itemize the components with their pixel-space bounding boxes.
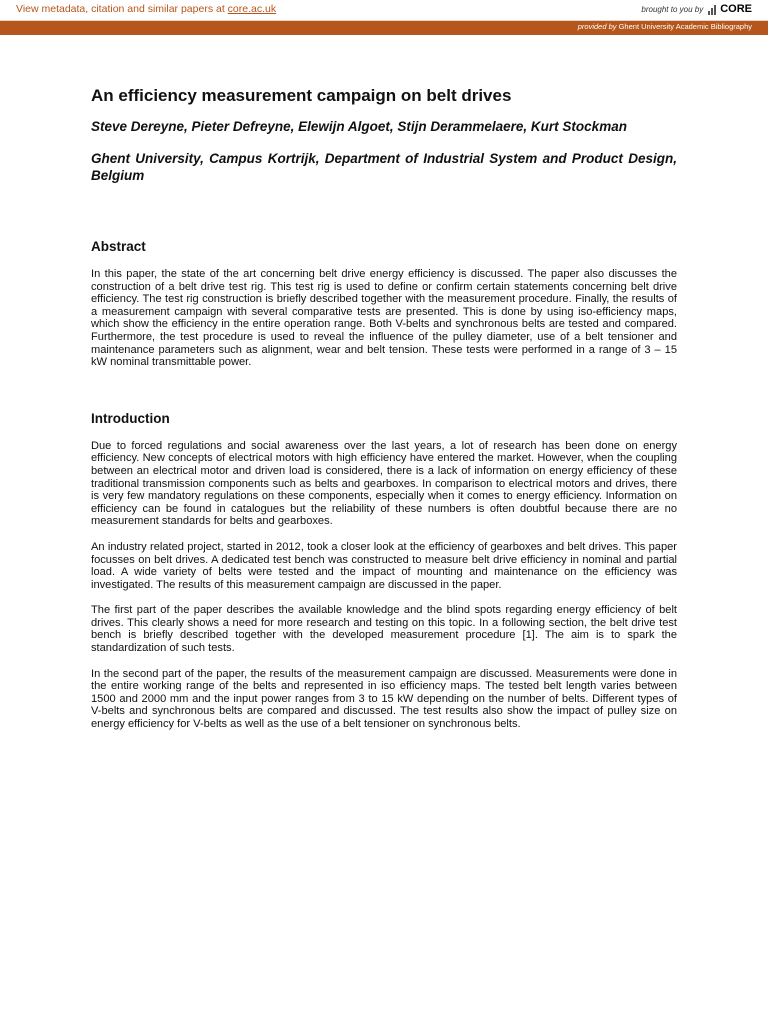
- provided-by-label: provided by: [577, 22, 617, 31]
- provided-by-banner: [0, 21, 768, 35]
- brought-by-text: brought to you by: [641, 4, 704, 14]
- intro-paragraph-3: The first part of the paper describes the available knowledge and the blind spots regarding energy efficiency of belt drives. This clearly shows a need for more research and testing on this topic. In a following section, the belt drive test bench is briefly described together with the developed measurement procedure [1]. The aim is to spark the standardization of such tests.: [91, 604, 677, 655]
- author-list: Steve Dereyne, Pieter Defreyne, Elewijn Algoet, Stijn Derammelaere, Kurt Stockman: [91, 119, 627, 134]
- intro-paragraph-4: In the second part of the paper, the results of the measurement campaign are discussed. Measurements were done in the entire working range of the belts and represented in iso efficiency maps. The tested belt length varies between 1500 and 2000 mm and the input power ranges from 3 to 15 kW depending on the number of belts. Different types of V-belts and synchronous belts are compared and discussed. The test results also show the impact of pulley size on energy efficiency for V-belts as well as the use of a belt tensioner on synchronous belts.: [91, 667, 677, 731]
- brought-by: [641, 3, 752, 15]
- core-logo-text[interactable]: CORE: [720, 3, 752, 15]
- paper-title: An efficiency measurement campaign on belt drives: [91, 86, 512, 105]
- metadata-link-line: [16, 3, 276, 15]
- provider-name: Ghent University Academic Bibliography: [616, 22, 752, 31]
- provided-by-line[interactable]: [578, 22, 752, 31]
- intro-paragraph-2: An industry related project, started in 2012, took a closer look at the efficiency of gearboxes and belt drives. This paper focusses on belt drives. A dedicated test bench was constructed to measure belt drive efficiency in nominal and partial load. A wide variety of belts were tested and the impact of mounting and maintenance on the efficiency was investigated. The results of this measurement campaign are discussed in the paper.: [91, 540, 677, 591]
- core-ac-uk-link[interactable]: core.ac.uk: [227, 3, 277, 15]
- intro-paragraph-1: Due to forced regulations and social awareness over the last years, a lot of research has been done on energy efficiency. New concepts of electrical motors with high efficiency have entered the market. However, when the coupling between an electrical motor and driven load is considered, there is a lack of information on energy efficiency of these traditional transmission components such as belts and gearboxes. In comparison to electrical motors and drives, there is very few mandatory regulations on these components, especially when it comes to energy efficiency. Information on efficiency can be found in catalogues but the reliability of these numbers is often doubtful because there are no measurement standards for belts and gearboxes.: [91, 439, 677, 528]
- paper-body: [91, 84, 677, 731]
- affiliation: Ghent University, Campus Kortrijk, Department of Industrial System and Product Design, Belgium: [91, 151, 677, 183]
- metadata-link-prefix: View metadata, citation and similar papers at: [16, 3, 228, 15]
- abstract-text: In this paper, the state of the art concerning belt drive energy efficiency is discussed. The paper also discusses the construction of a belt drive test rig. This test rig is used to define or confirm certain statements concerning belt drive efficiency. The test rig construction is briefly described together with the measurement procedure. Finally, the results of a measurement campaign with several comparative tests are presented. This is done by using iso-efficiency maps, which show the efficiency in the entire operation range. Both V-belts and synchronous belts are tested and compared. Furthermore, the test procedure is used to reveal the influence of the pulley diameter, use of a belt tensioner and maintenance parameters such as alignment, wear and belt tension. These tests were performed in a range of 3 – 15 kW nominal transmittable power.: [91, 268, 677, 369]
- core-logo-icon: [708, 4, 717, 15]
- introduction-heading: Introduction: [91, 410, 170, 426]
- abstract-heading: Abstract: [91, 239, 146, 254]
- core-banner: [0, 0, 768, 21]
